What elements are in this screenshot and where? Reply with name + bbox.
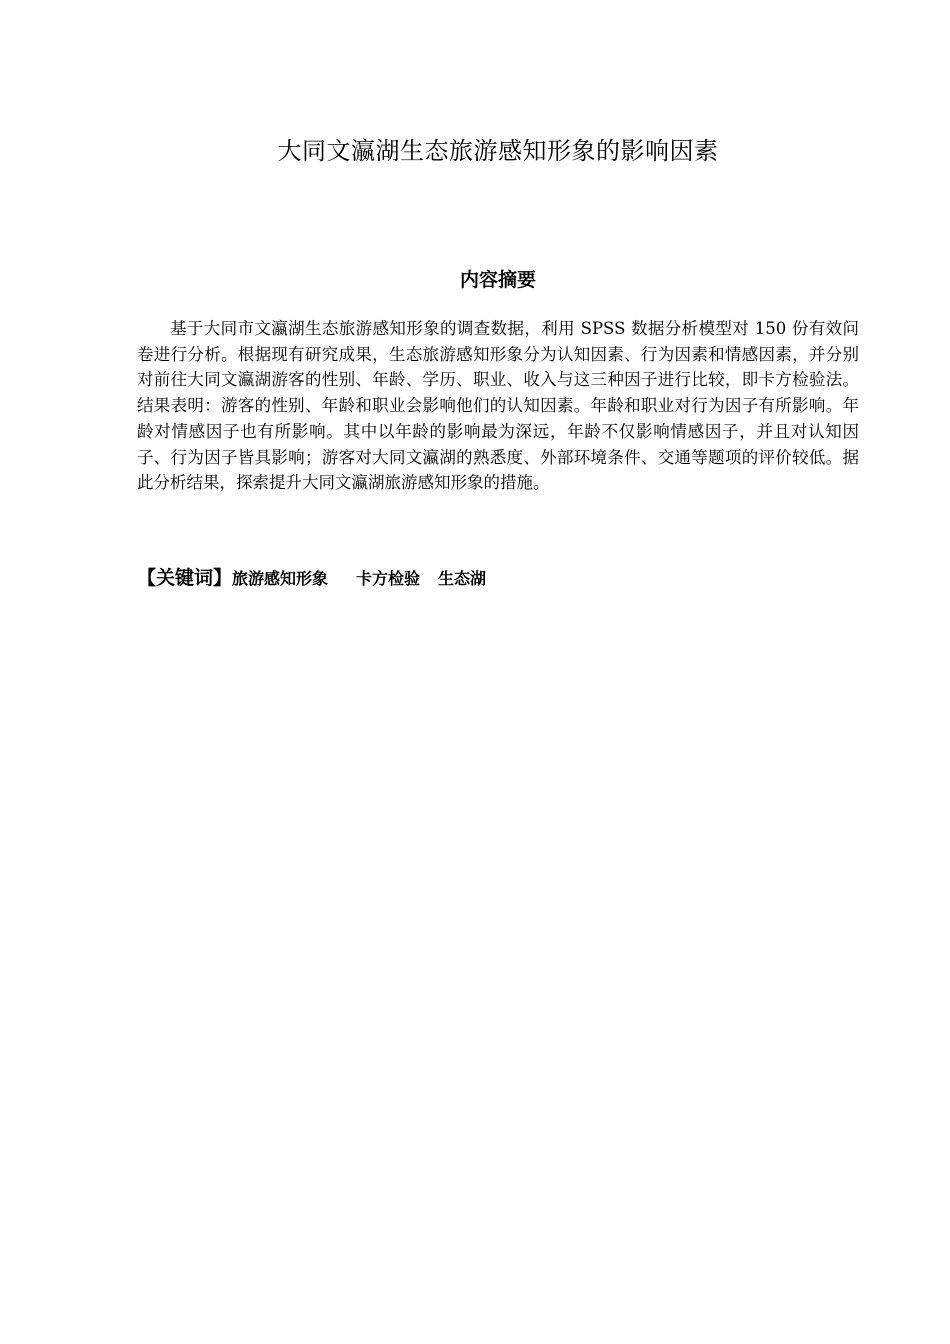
abstract-heading: 内容摘要: [459, 269, 536, 291]
keyword-item: 生态湖: [438, 569, 487, 588]
keyword-item: 旅游感知形象: [232, 569, 329, 588]
abstract-body: 基于大同市文瀛湖生态旅游感知形象的调查数据，利用 SPSS 数据分析模型对 150 份有效问卷进行分析。根据现有研究成果，生态旅游感知形象分为认知因素、行为因素和情感因素，并分别对前往大同文瀛湖游客的性别、年龄、学历、职业、收入与这三种因子进行比较，即卡方检验法。结果表明：游客的性别、年龄和职业会影响他们的认知因素。年龄和职业对行为因子有所影响。年龄对情感因子也有所影响。其中以年龄的影响最为深远，年龄不仅影响情感因子，并且对认知因子、行为因子皆具影响；游客对大同文瀛湖的熟悉度、外部环境条件、交通等题项的评价较低。据此分析结果，探索提升大同文瀛湖旅游感知形象的措施。: [137, 319, 859, 493]
keyword-item: 卡方检验: [356, 569, 421, 588]
document-title: 大同文瀛湖生态旅游感知形象的影响因素: [277, 137, 719, 165]
keywords-label: 【关键词】: [137, 567, 233, 589]
keywords-line: [137, 564, 486, 593]
